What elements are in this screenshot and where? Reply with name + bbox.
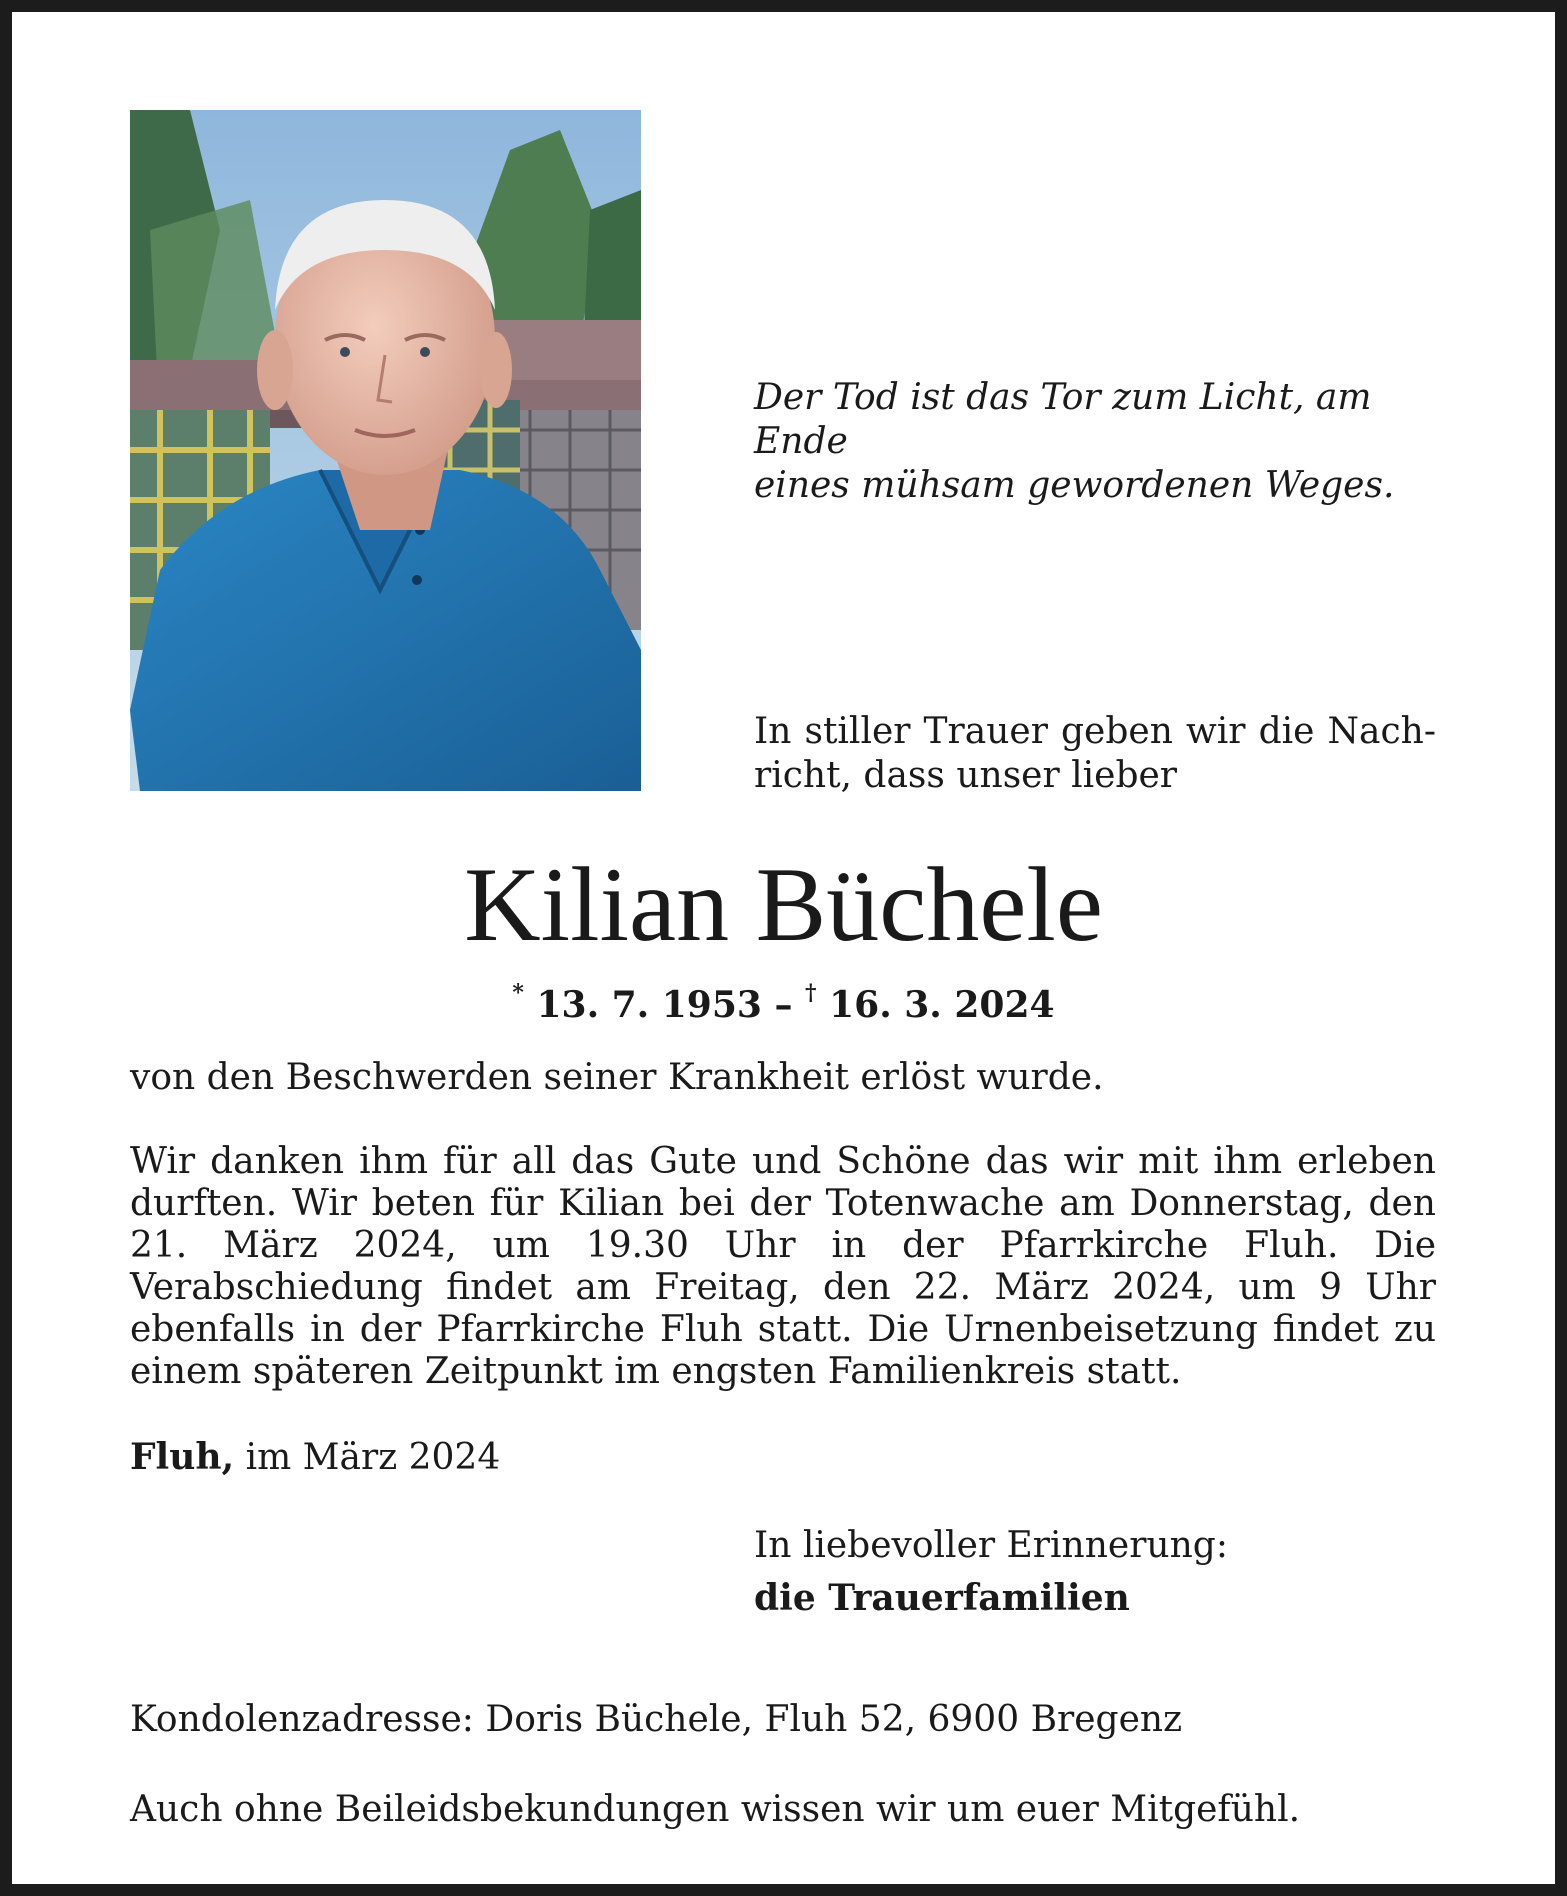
quote-line-1: Der Tod ist das Tor zum Licht, am Ende [754, 377, 1372, 462]
place-name: Fluh, [130, 1436, 235, 1478]
place-date-line [130, 1436, 1436, 1479]
place-date: im März 2024 [234, 1437, 501, 1478]
death-symbol: † [805, 980, 817, 1006]
death-date: 16. 3. 2024 [829, 984, 1055, 1026]
quote-line-2: eines mühsam gewordenen Weges. [754, 465, 1395, 506]
closing-note: Auch ohne Beileidsbekundungen wissen wir um euer Mitgefühl. [130, 1789, 1301, 1830]
condolence-address: Kondolenzadresse: Doris Büchele, Fluh 52, 6900 Bregenz [130, 1699, 1183, 1740]
intro-line-2: richt, dass unser lieber [754, 755, 1178, 796]
intro-text [754, 710, 1436, 798]
paragraph-relief: von den Beschwerden seiner Krankheit erlöst wurde. [130, 1057, 1104, 1098]
intro-line-1: In stiller Trauer geben wir die Nach- [754, 711, 1436, 752]
quote-text [754, 376, 1444, 508]
birth-symbol: * [512, 980, 524, 1006]
birth-date: 13. 7. 1953 [536, 984, 762, 1026]
signature-line: In liebevoller Erinnerung: [754, 1525, 1228, 1566]
paragraph-service-details: Wir danken ihm für all das Gute und Schöne das wir mit ihm erleben durften. Wir beten für Kilian bei der Totenwache am Donnerstag, den 21. März 2024, um 19.30 Uhr in der Pfarrkirche Fluh. Die Verabschiedung findet am Freitag, den 22. März 2024, um 9 Uhr ebenfalls in der Pfarrkirche Fluh statt. Die Urnenbeisetzung findet zu einem späteren Zeitpunkt im engsten Familienkreis statt. [130, 1141, 1436, 1392]
portrait-photo [130, 110, 641, 791]
signature-family: die Trauerfamilien [754, 1577, 1130, 1619]
signature-block [754, 1520, 1228, 1624]
deceased-name: Kilian Büchele [464, 846, 1103, 963]
life-dates [0, 975, 1567, 1027]
date-separator: – [761, 984, 806, 1026]
